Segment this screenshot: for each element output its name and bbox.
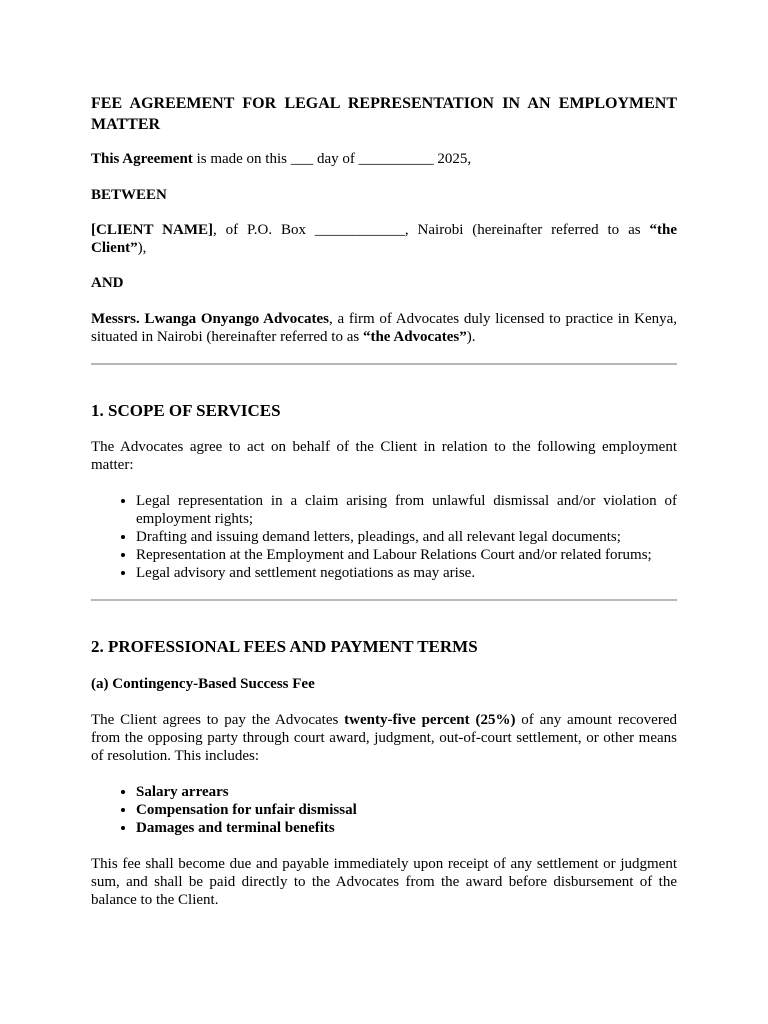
list-item: • Legal advisory and settlement negotiations as may arise. <box>136 564 677 582</box>
document-title: FEE AGREEMENT FOR LEGAL REPRESENTATION IN AN EMPLOYMENT MATTER <box>91 95 677 133</box>
between-label: BETWEEN <box>91 187 167 203</box>
client-defined-term: “the Client” <box>91 222 677 256</box>
section-2-subheading: (a) Contingency-Based Success Fee <box>91 676 315 692</box>
list-item: • Legal representation in a claim arising from unlawful dismissal and/or violation of employment rights; <box>136 492 677 528</box>
and-label: AND <box>91 275 124 291</box>
fee-paragraph <box>91 711 677 765</box>
payment-closing-paragraph: This fee shall become due and payable immediately upon receipt of any settlement or judgment sum, and shall be paid directly to the Advocates from the award before disbursement of the balance to the Client. <box>91 856 677 908</box>
section-divider <box>91 363 677 365</box>
client-party-end: ), <box>137 240 147 256</box>
list-item: • Damages and terminal benefits <box>136 819 677 837</box>
advocate-firm-name: Messrs. Lwanga Onyango Advocates <box>91 311 329 327</box>
advocate-party <box>91 310 677 346</box>
list-item: • Drafting and issuing demand letters, pleadings, and all relevant legal documents; <box>136 528 677 546</box>
fee-text-after: of any amount recovered from the opposing party through court award, judgment, out-of-court settlement, or other means of resolution. This includes: <box>91 712 677 764</box>
advocate-party-end: ). <box>466 329 476 345</box>
list-item: • Salary arrears <box>136 783 677 801</box>
fee-percentage: twenty-five percent (25%) <box>344 712 516 728</box>
recovery-list <box>91 783 677 837</box>
agreement-label: This Agreement <box>91 151 193 167</box>
section-2-heading: 2. PROFESSIONAL FEES AND PAYMENT TERMS <box>91 637 478 656</box>
advocate-defined-term: “the Advocates” <box>362 329 467 345</box>
fee-text-before: The Client agrees to pay the Advocates <box>91 712 345 728</box>
scope-list <box>91 492 677 582</box>
document-body <box>91 93 677 909</box>
client-party <box>91 221 677 257</box>
date-text: is made on this ___ day of __________ 2025, <box>192 151 472 167</box>
list-item: • Compensation for unfair dismissal <box>136 801 677 819</box>
list-item: • Representation at the Employment and Labour Relations Court and/or related forums; <box>136 546 677 564</box>
section-1-intro: The Advocates agree to act on behalf of the Client in relation to the following employment matter: <box>91 439 677 473</box>
section-divider <box>91 599 677 601</box>
agreement-date-line <box>91 150 677 168</box>
section-1-heading: 1. SCOPE OF SERVICES <box>91 401 281 420</box>
advocate-party-text: , a firm of Advocates duly licensed to practice in Kenya, situated in Nairobi (hereinafter referred to as <box>91 311 678 345</box>
client-name: [CLIENT NAME] <box>91 222 213 238</box>
client-party-text: , of P.O. Box ____________, Nairobi (hereinafter referred to as <box>212 222 650 238</box>
